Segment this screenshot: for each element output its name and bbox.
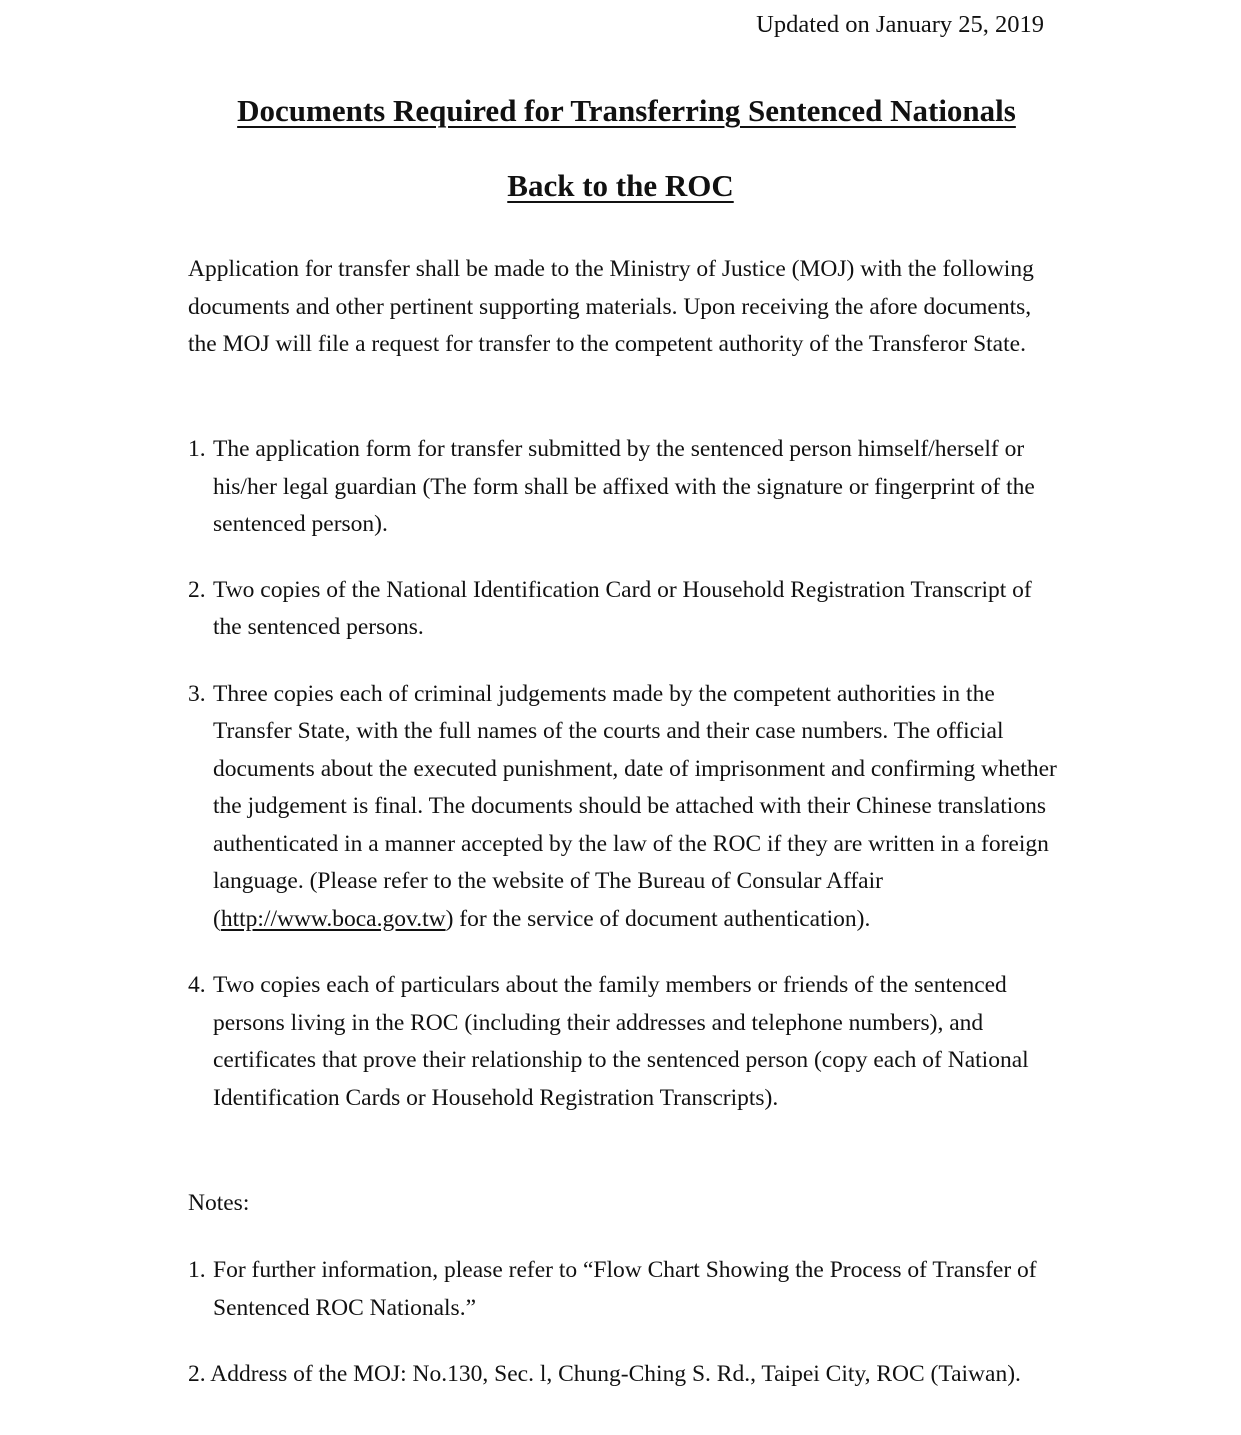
list-item-number: 1.: [188, 436, 206, 462]
updated-date: Updated on January 25, 2019: [756, 11, 1044, 38]
list-item-text: The application form for transfer submitted by the sentenced person himself/herself or his/her legal guardian (The form shall be affixed with the signature or fingerprint of the sentenced person).: [213, 436, 1035, 537]
list-item-text-part: Three copies each of criminal judgements made by the competent authorities in the Transfer State, with the full names of the courts and their case numbers. The official documents about the executed punishment, date of imprisonment and confirming whether the judgement is final. The documents should be attached with their Chinese translations authenticated in a manner accepted by the law of the ROC if they are written in a foreign language. (Please refer to the website of The Bureau of Consular Affair (: [213, 680, 1057, 932]
note-address: [188, 1356, 1058, 1394]
list-item-text: For further information, please refer to “Flow Chart Showing the Process of Transfer of Sentenced ROC Nationals.”: [213, 1257, 1037, 1321]
list-item-text-part: ) for the service of document authentication).: [445, 905, 871, 932]
document-title-line-2: Back to the ROC: [507, 168, 734, 203]
list-item: [188, 676, 1060, 939]
list-item-number: 1.: [188, 1257, 206, 1283]
list-item-text: [213, 676, 1060, 939]
list-item-text: Two copies of the National Identification Card or Household Registration Transcript of the sentenced persons.: [213, 576, 1032, 640]
list-item-number: 2.: [188, 1361, 206, 1387]
list-item: [188, 1252, 1060, 1327]
list-item: [188, 431, 1060, 544]
notes-list: [188, 1252, 1060, 1327]
list-item-text: Two copies each of particulars about the family members or friends of the sentenced persons living in the ROC (including their addresses and telephone numbers), and certificates that prove their relationship to the sentenced person (copy each of National Identification Cards or Household Registration Transcripts).: [213, 972, 1029, 1111]
boca-website-link[interactable]: http://www.boca.gov.tw: [220, 905, 446, 932]
intro-paragraph: Application for transfer shall be made to the Ministry of Justice (MOJ) with the following documents and other pertinent supporting materials. Upon receiving the afore documents, the MOJ will file a request for transfer to the competent authority of the Transferor State.: [188, 256, 1034, 357]
list-item-number: 3.: [188, 680, 206, 707]
list-item-number: 2.: [188, 576, 206, 603]
document-title-line-1: Documents Required for Transferring Sentenced Nationals: [237, 93, 1016, 128]
list-item: [188, 967, 1060, 1117]
list-item-number: 4.: [188, 972, 206, 998]
notes-heading: Notes:: [188, 1190, 250, 1216]
required-documents-list: [188, 431, 1060, 1145]
list-item-text: Address of the MOJ: No.130, Sec. l, Chung-Ching S. Rd., Taipei City, ROC (Taiwan).: [210, 1361, 1021, 1387]
list-item: [188, 572, 1060, 647]
